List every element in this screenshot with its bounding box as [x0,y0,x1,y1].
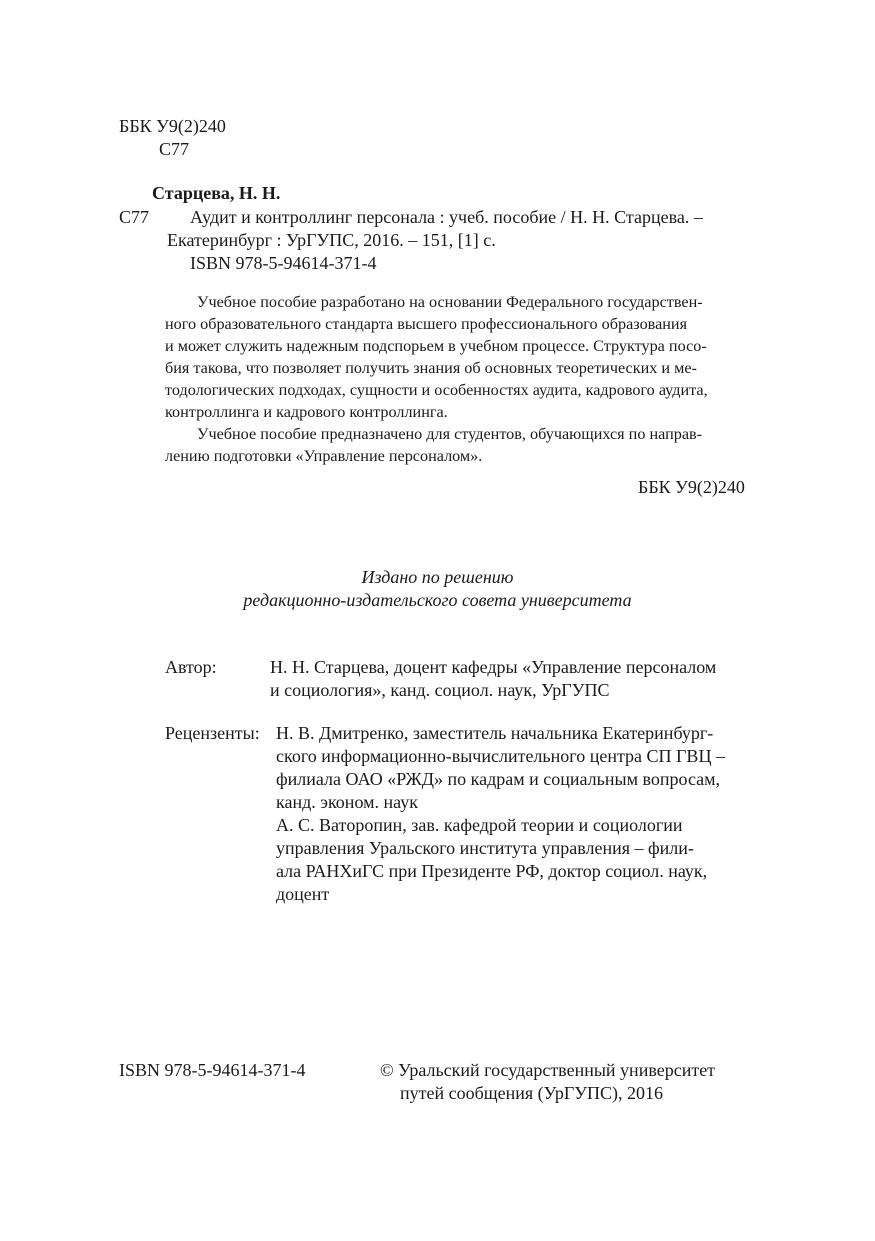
reviewer2-line: А. С. Ватoропин, зав. кафедрой теории и социологии [276,815,683,835]
abstract-line: и может служить надежным подспорьем в учебном процессе. Структура посо- [165,337,707,355]
author-line: и социология», канд. социол. наук, УрГУПС [270,680,610,700]
reviewer2-line: ала РАНХиГС при Президенте РФ, доктор социол. наук, [276,861,708,881]
bbk-right: ББК У9(2)240 [638,477,745,497]
footer-isbn: ISBN 978-5-94614-371-4 [119,1060,306,1080]
author-line: Н. Н. Старцева, доцент кафедры «Управление персоналом [270,657,717,677]
reviewer2-line: доцент [276,884,330,904]
bbk-code: ББК У9(2)240 [119,116,226,136]
abstract-line: Учебное пособие разработано на основании Федерального государствен- [197,293,703,311]
footer-copyright-line1: © Уральский государственный университет [380,1060,716,1080]
catalog-mark: С77 [119,207,150,227]
reviewer1-line: канд. эконом. наук [276,792,418,812]
reviewer1-line: ского информационно-вычислительного центра СП ГВЦ – [276,746,725,766]
publication-note-line1: Издано по решению [361,567,514,587]
catalog-isbn: ISBN 978-5-94614-371-4 [190,253,377,273]
author-mark: С77 [159,139,190,159]
abstract-line: Учебное пособие предназначено для студентов, обучающихся по направ- [197,425,703,443]
abstract-line: контроллинга и кадрового контроллинга. [165,403,448,421]
publication-note-line2: редакционно-издательского совета университета [243,590,632,610]
catalog-author-heading: Старцева, Н. Н. [152,183,281,203]
abstract-line: лению подготовки «Управление персоналом». [165,447,483,465]
reviewer1-line: филиала ОАО «РЖД» по кадрам и социальным вопросам, [276,769,721,789]
catalog-title-line2: Екатеринбург : УрГУПС, 2016. – 151, [1] с. [167,230,496,250]
author-label: Автор: [165,657,217,677]
reviewer2-line: управления Уральского института управления – фили- [276,838,694,858]
abstract-line: бия такова, что позволяет получить знания об основных теоретических и ме- [165,359,697,377]
catalog-title-line1: Аудит и контроллинг персонала : учеб. пособие / Н. Н. Старцева. – [190,207,703,227]
abstract-line: тодологических подходах, сущности и особенностях аудита, кадрового аудита, [165,381,708,399]
abstract-line: ного образовательного стандарта высшего профессионального образования [165,315,688,333]
reviewer1-line: Н. В. Дмитренко, заместитель начальника Екатеринбург- [276,723,714,743]
reviewers-label: Рецензенты: [165,723,260,743]
footer-copyright-line2: путей сообщения (УрГУПС), 2016 [400,1083,663,1103]
